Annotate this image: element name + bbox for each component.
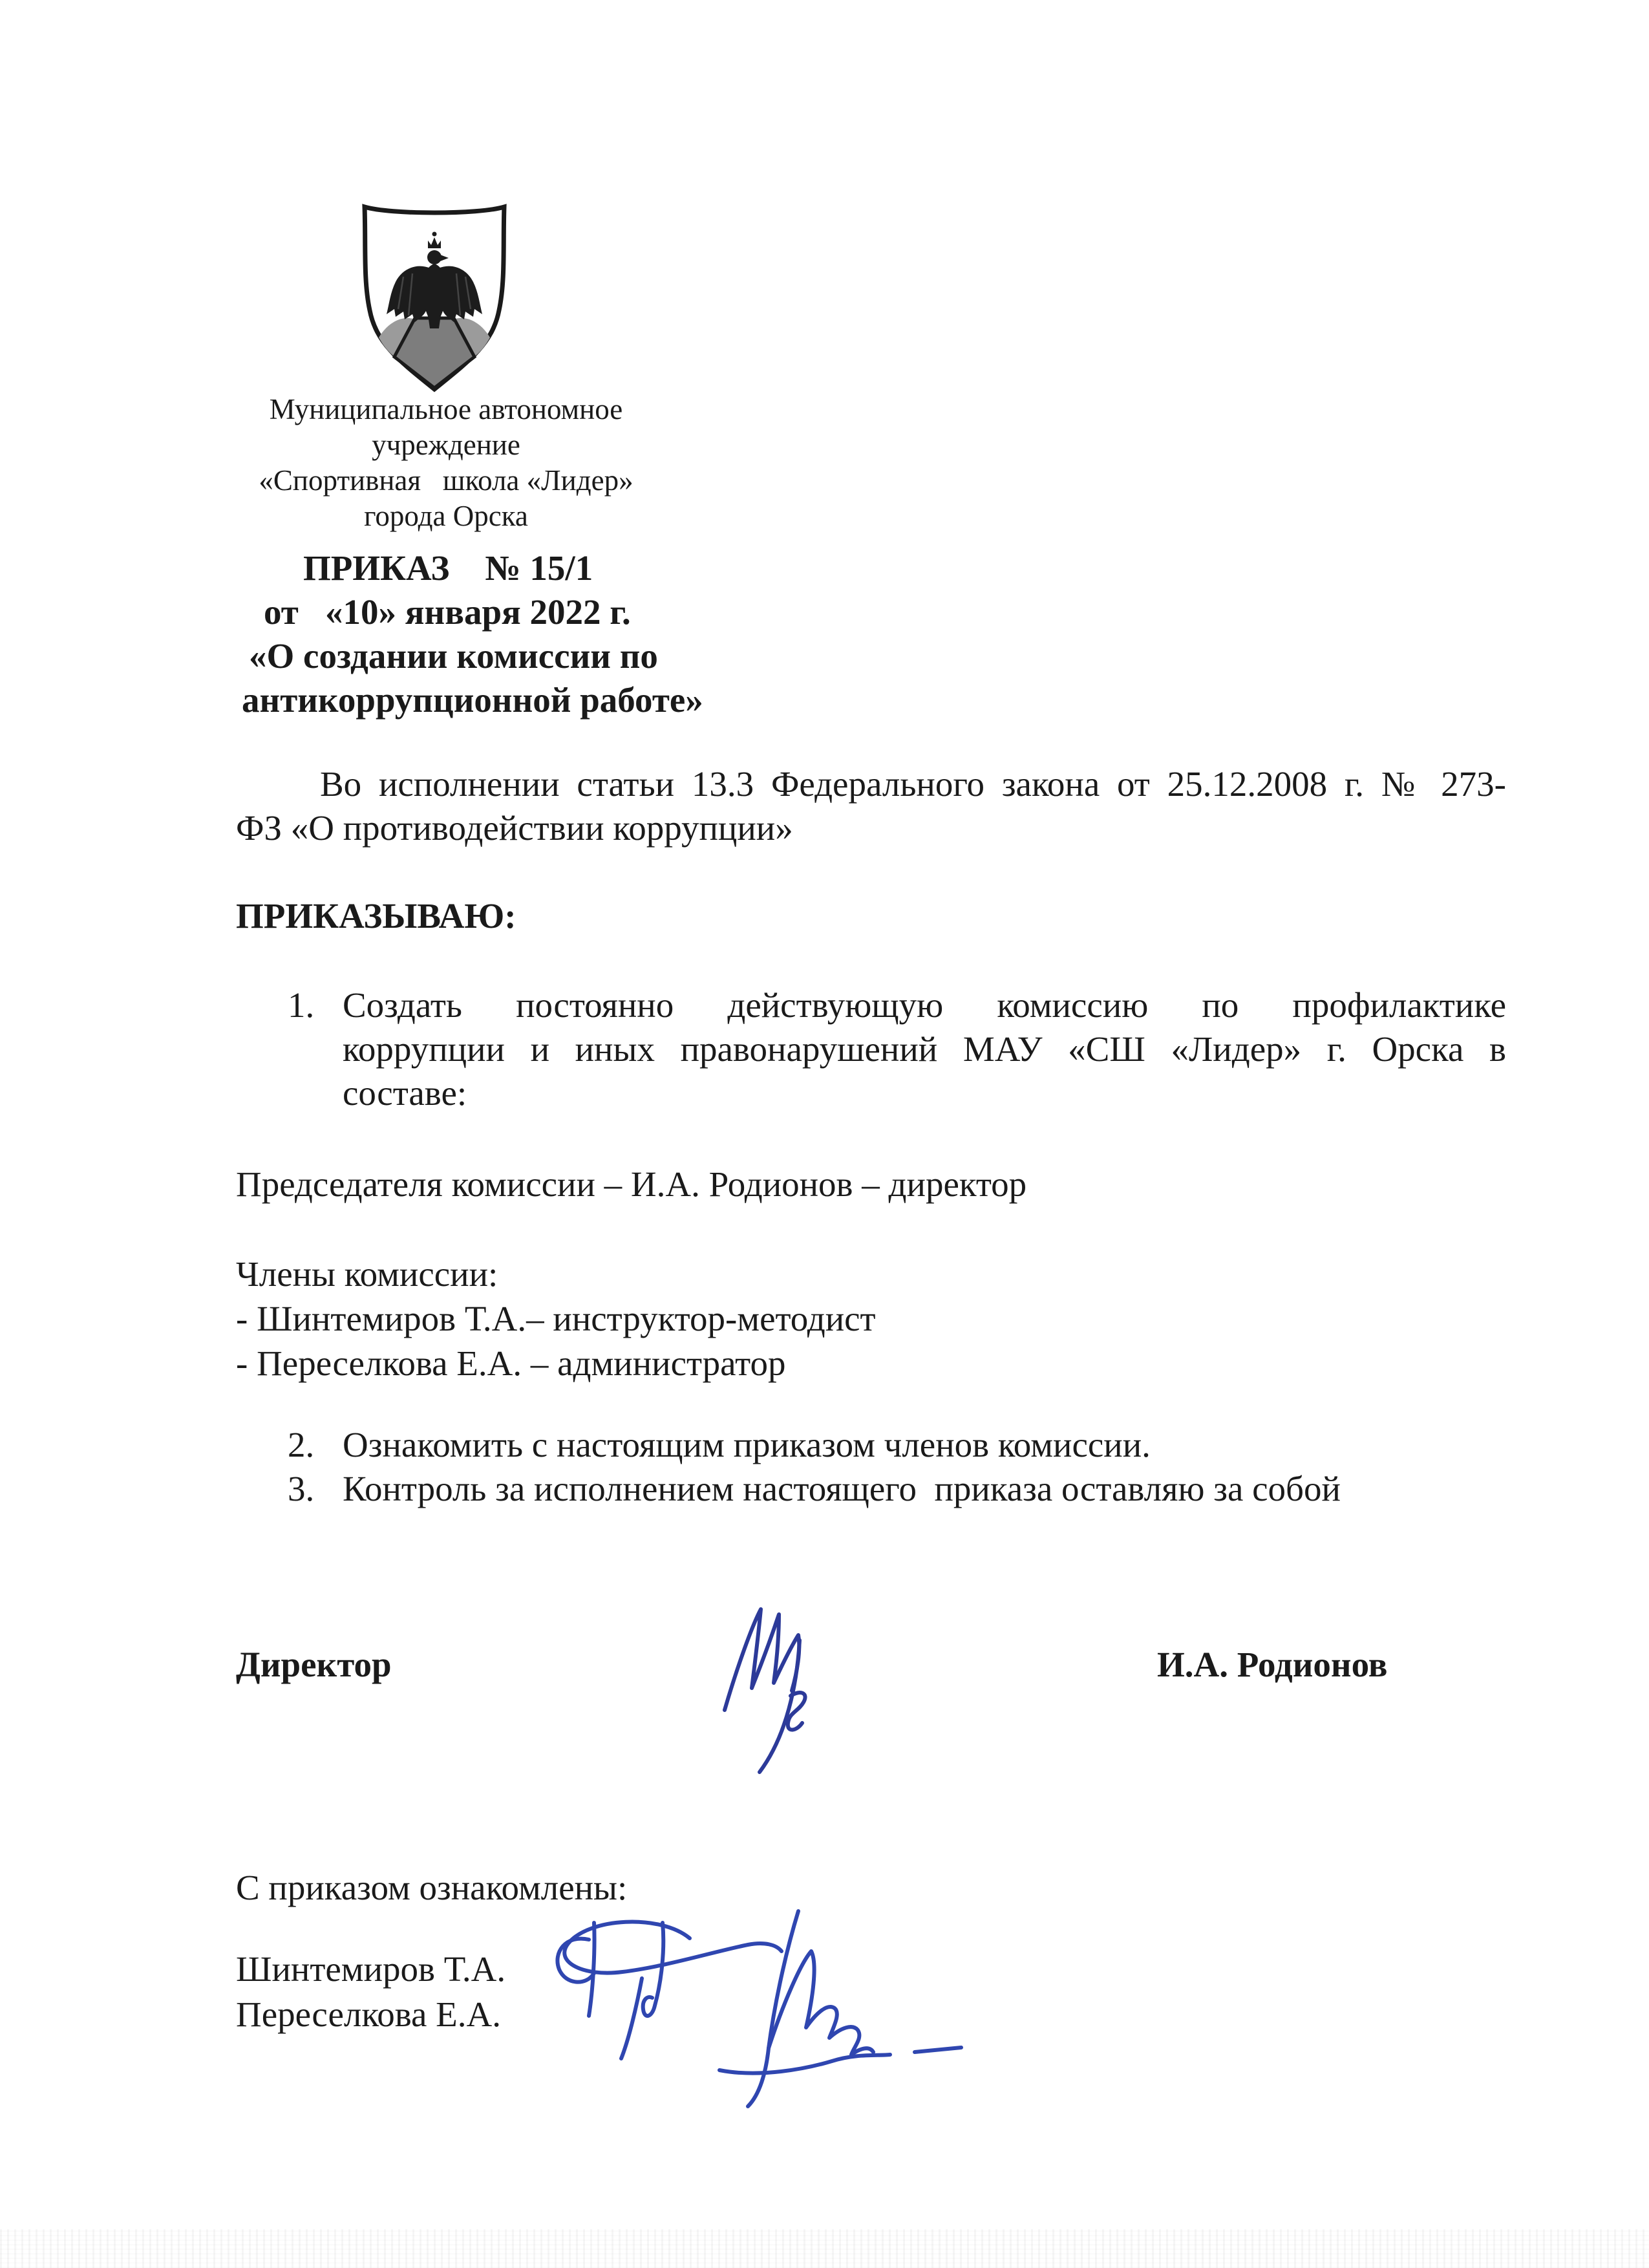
- members-handwritten-signatures: [527, 1901, 999, 2121]
- order-number-line: ПРИКАЗ № 15/1: [303, 548, 593, 588]
- preamble-paragraph: [236, 762, 1506, 850]
- item-number: 3.: [288, 1469, 315, 1508]
- acknowledgement-heading: С приказом ознакомлены:: [236, 1868, 628, 1907]
- member-line: - Переселкова Е.А. – администратор: [236, 1343, 786, 1383]
- order-item-1: [288, 983, 1506, 1115]
- organization-name: [213, 392, 679, 534]
- director-handwritten-signature: [714, 1600, 844, 1781]
- acknowledgement-names: [236, 1947, 505, 2037]
- org-line: Муниципальное автономное: [269, 393, 623, 425]
- ack-name: Шинтемиров Т.А.: [236, 1949, 506, 1989]
- director-signature-row: [236, 1643, 1529, 1687]
- org-line: города Орска: [364, 500, 528, 532]
- item-text-line: Контроль за исполнением настоящего приказа оставляю за собой: [343, 1469, 1341, 1508]
- director-name: И.А. Родионов: [1157, 1645, 1388, 1684]
- order-verb-heading: ПРИКАЗЫВАЮ:: [236, 896, 516, 936]
- order-item-3: [288, 1467, 1571, 1511]
- item-text-line: составе:: [343, 1073, 467, 1113]
- item-text-line: Ознакомить с настоящим приказом членов комиссии.: [343, 1425, 1151, 1464]
- director-role-label: Директор: [236, 1645, 392, 1684]
- members-heading: Члены комиссии:: [236, 1254, 498, 1294]
- order-date-line: от «10» января 2022 г.: [264, 592, 631, 632]
- order-subject-line: антикоррупционной работе»: [242, 680, 703, 720]
- order-item-2: [288, 1423, 1571, 1467]
- orsk-coat-of-arms-emblem: [357, 200, 512, 394]
- preamble-line: ФЗ «О противодействии коррупции»: [236, 808, 793, 848]
- preamble-line: Во исполнении статьи 13.3 Федерального закона от 25.12.2008 г. № 273-: [320, 764, 1506, 804]
- order-title: [236, 546, 703, 722]
- item-text-line: коррупции и иных правонарушений МАУ «СШ «Лидер» г. Орска в: [343, 1029, 1506, 1069]
- commission-members: [236, 1252, 876, 1385]
- ack-name: Переселкова Е.А.: [236, 1995, 502, 2034]
- scan-noise-band: [0, 2229, 1649, 2268]
- item-text-line: Создать постоянно действующую комиссию по профилактике: [343, 985, 1506, 1025]
- item-number: 1.: [288, 985, 315, 1025]
- order-subject-line: «О создании комиссии по: [249, 636, 658, 676]
- org-line: «Спортивная школа «Лидер»: [259, 464, 633, 497]
- order-items-2-3: [288, 1423, 1571, 1511]
- member-line: - Шинтемиров Т.А.– инструктор-методист: [236, 1299, 876, 1338]
- commission-chair-line: Председателя комиссии – И.А. Родионов – директор: [236, 1164, 1027, 1204]
- item-number: 2.: [288, 1425, 315, 1464]
- org-line: учреждение: [372, 429, 520, 461]
